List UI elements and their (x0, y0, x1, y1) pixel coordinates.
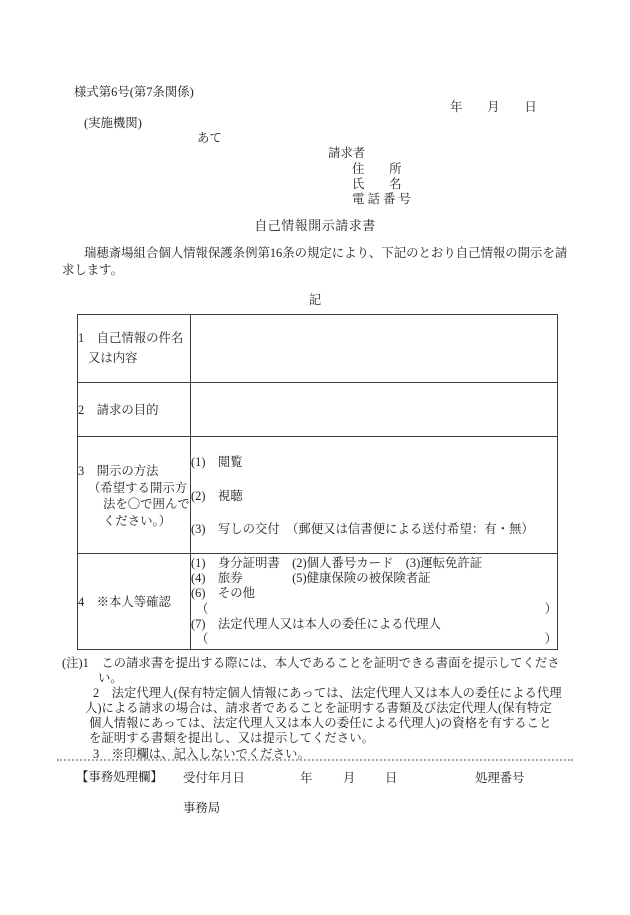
subject-label-cell (78, 315, 191, 383)
id-options-line-2: (4) 旅券 (5)健康保険の被保険者証 (191, 570, 431, 585)
form-number: 様式第6号(第7条関係) (74, 85, 194, 99)
note-line-3: 2 法定代理人(保有特定個人情報にあっては、法定代理人又は本人の委任による代理 (93, 686, 562, 701)
received-date-label: 受付年月日 (183, 771, 245, 785)
office-processing-label: 【事務処理欄】 (76, 770, 163, 784)
requester-address-label: 住 所 (352, 162, 402, 176)
request-form-table (77, 314, 558, 650)
requester-phone-label: 電 話 番 号 (352, 192, 411, 206)
disclosure-method-label-line-1: 3 開示の方法 (78, 464, 159, 478)
note-line-1: (注)1 この請求書を提出する際には、本人であることを証明できる書面を提示してくださ (62, 656, 560, 670)
disclosure-method-label-line-2: （希望する開示方 (88, 480, 188, 495)
purpose-label: 2 請求の目的 (78, 402, 159, 417)
identity-verification-label: 4 ※本人等確認 (78, 594, 171, 609)
close-paren: ） (544, 632, 557, 647)
note-line-6: を証明する書類を提出し、又は提示してください。 (89, 731, 374, 746)
note-line-4: 人)による請求の場合は、請求者であることを証明する書類及び法定代理人(保有特定 (85, 701, 552, 716)
subject-blank-field (191, 315, 558, 383)
method-option-listen: (2) 視聴 (191, 488, 243, 503)
office-bureau-label: 事務局 (183, 801, 221, 815)
note-line-5: 個人情報にあっては、法定代理人又は本人の委任による代理人)の資格を有すること (89, 716, 552, 731)
id-options-line-3: (6) その他 (191, 586, 256, 601)
addressee-suffix: あて (197, 131, 222, 145)
disclosure-method-label-line-3: 法を〇で囲んで (103, 497, 190, 511)
month-label: 月 (343, 771, 356, 785)
record-marker: 記 (308, 293, 322, 307)
disclosure-method-label-cell (78, 437, 191, 554)
id-options-line-4: (7) 法定代理人又は本人の委任による代理人 (191, 616, 441, 631)
body-paragraph-line-2: 求します。 (62, 263, 123, 277)
disclosure-method-row (78, 437, 558, 554)
agent-blank-parentheses (196, 632, 557, 647)
close-paren: ） (544, 601, 557, 616)
requester-label: 請求者 (328, 146, 366, 160)
dotted-separator-line (57, 759, 573, 761)
disclosure-method-label-line-4: ください。） (103, 513, 172, 528)
subject-row (78, 315, 558, 383)
id-options-line-1: (1) 身分証明書 (2)個人番号カード (3)運転免許証 (191, 555, 483, 570)
document-title: 自己情報開示請求書 (254, 218, 376, 233)
identity-verification-label-cell (78, 554, 191, 650)
subject-label-line-1: 1 自己情報の件名 (78, 331, 184, 345)
purpose-blank-field (191, 383, 558, 437)
body-paragraph-line-1: 瑞穂斎場組合個人情報保護条例第16条の規定により、下記のとおり自己情報の開示を請 (84, 246, 568, 260)
method-option-copy: (3) 写しの交付 （郵便又は信書便による送付希望：有・無） (191, 522, 534, 536)
purpose-label-cell (78, 383, 191, 437)
date-blank-line: 年 月 日 (450, 100, 537, 114)
open-paren: （ (196, 601, 209, 616)
implementing-agency-label: (実施機関) (84, 116, 142, 130)
purpose-row (78, 383, 558, 437)
identity-verification-options-cell (191, 554, 558, 650)
day-label: 日 (385, 771, 398, 785)
disclosure-method-options-cell (191, 437, 558, 554)
note-line-7: 3 ※印欄は、記入しないでください。 (93, 746, 310, 761)
notes-block (62, 656, 562, 762)
subject-label-line-2: 又は内容 (88, 351, 138, 365)
process-number-label: 処理番号 (475, 771, 525, 785)
identity-verification-row (78, 554, 558, 650)
year-label: 年 (300, 771, 313, 785)
open-paren: （ (196, 632, 209, 647)
method-option-view: (1) 閲覧 (191, 455, 243, 469)
other-blank-parentheses (196, 602, 557, 617)
note-line-2: い。 (98, 671, 123, 686)
requester-name-label: 氏 名 (352, 177, 402, 191)
